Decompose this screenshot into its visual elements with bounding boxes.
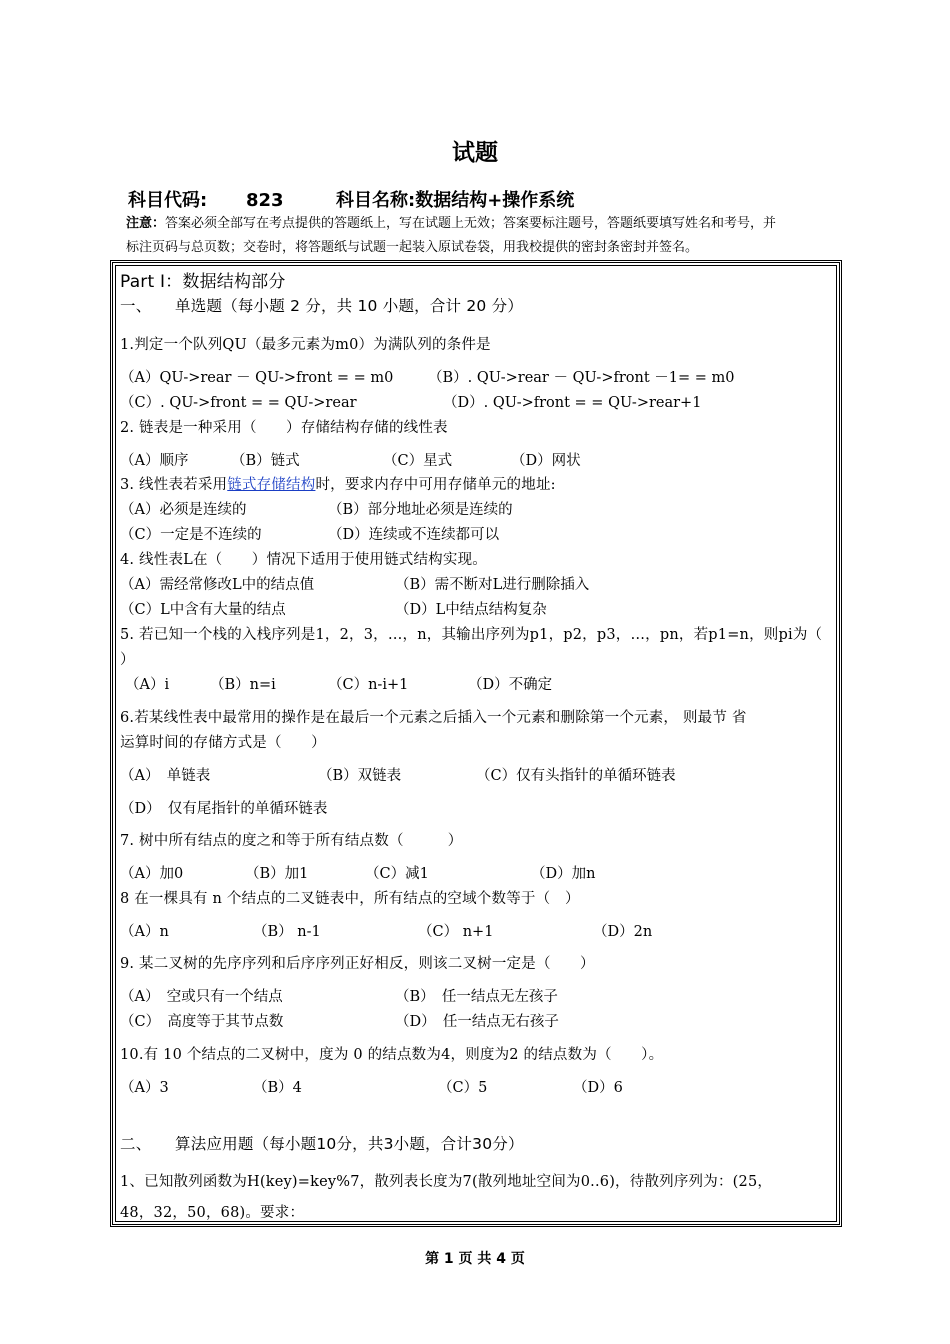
q3-option-a: （A）必须是连续的 <box>120 502 247 518</box>
page-title: 试题 <box>452 140 498 166</box>
q6-option-d: （D） 仅有尾指针的单循环链表 <box>120 801 328 817</box>
q4-option-a: （A）需经常修改L中的结点值 <box>120 577 315 593</box>
q6-stem-1: 6.若某线性表中最常用的操作是在最后一个元素之后插入一个元素和删除第一个元素， 则最节 省 <box>120 710 747 726</box>
question-frame <box>110 260 842 1227</box>
subject-line <box>128 186 574 212</box>
q2-option-b: （B）链式 <box>231 453 300 469</box>
q4-option-b: （B）需不断对L进行删除插入 <box>395 577 590 593</box>
q4-option-c: （C）L中含有大量的结点 <box>120 602 286 618</box>
subject-name: 科目名称:数据结构+操作系统 <box>336 190 575 211</box>
exam-notice <box>126 212 832 260</box>
q9-option-a: （A） 空或只有一个结点 <box>120 989 283 1005</box>
q1-option-a: （A）QU->rear － QU->front = = m0 <box>120 370 394 386</box>
q7-option-d: （D）加n <box>531 866 596 882</box>
subject-code-label: 科目代码: <box>128 190 208 211</box>
q8-option-a: （A）n <box>120 924 169 940</box>
notice-text-1: 答案必须全部写在考点提供的答题纸上，写在试题上无效；答案要标注题号，答题纸要填写姓名和考号，并 <box>165 216 777 231</box>
q1-option-d: （D）. QU->front = = QU->rear+1 <box>443 395 702 411</box>
q8-option-d: （D）2n <box>593 924 653 940</box>
q10-option-d: （D）6 <box>573 1080 623 1096</box>
q10-option-b: （B）4 <box>253 1080 302 1096</box>
q6-stem-2: 运算时间的存储方式是（ ） <box>120 735 326 751</box>
q5-option-a: （A）i <box>125 677 170 693</box>
q7-option-c: （C）减1 <box>365 866 429 882</box>
q4-stem: 4. 线性表L在（ ）情况下适用于使用链式结构实现。 <box>120 552 487 568</box>
q1-option-b: （B）. QU->rear － QU->front －1= = m0 <box>428 370 735 386</box>
q4-option-d: （D）L中结点结构复杂 <box>395 602 547 618</box>
q5-option-b: （B）n=i <box>210 677 276 693</box>
page-footer: 第 1 页 共 4 页 <box>425 1251 525 1267</box>
q3-option-b: （B）部分地址必须是连续的 <box>328 502 513 518</box>
q3-option-c: （C）一定是不连续的 <box>120 527 262 543</box>
section-2-heading: 二、 算法应用题（每小题10分，共3小题，合计30分） <box>120 1135 524 1153</box>
q2-option-a: （A）顺序 <box>120 453 189 469</box>
s2-q1-line-1: 1、已知散列函数为H(key)=key%7，散列表长度为7(散列地址空间为0..6)，待散列序列为：(25， <box>120 1174 773 1190</box>
q7-option-a: （A）加0 <box>120 866 184 882</box>
q2-option-d: （D）网状 <box>511 453 581 469</box>
q3-option-d: （D）连续或不连续都可以 <box>328 527 500 543</box>
q10-stem: 10.有 10 个结点的二叉树中，度为 0 的结点数为4，则度为2 的结点数为（ ）。 <box>120 1047 664 1063</box>
q7-option-b: （B）加1 <box>245 866 309 882</box>
q3-link[interactable]: 链式存储结构 <box>227 477 316 493</box>
subject-code: 823 <box>246 190 284 211</box>
q8-option-c: （C） n+1 <box>418 924 494 940</box>
q9-option-c: （C） 高度等于其节点数 <box>120 1014 284 1030</box>
q3-stem-post: 时，要求内存中可用存储单元的地址: <box>315 477 556 493</box>
q5-option-c: （C）n-i+1 <box>328 677 409 693</box>
q8-stem: 8 在一棵具有 n 个结点的二叉链表中，所有结点的空域个数等于（ ） <box>120 891 580 907</box>
q2-option-c: （C）星式 <box>383 453 453 469</box>
q5-stem-1: 5. 若已知一个栈的入栈序列是1，2，3，…，n，其输出序列为p1，p2，p3，…，pn，若p1=n，则pi为（ <box>120 627 823 643</box>
section-1-heading: 一、 单选题（每小题 2 分，共 10 小题，合计 20 分） <box>120 297 524 315</box>
q6-option-b: （B）双链表 <box>318 768 402 784</box>
q9-option-d: （D） 任一结点无右孩子 <box>395 1014 559 1030</box>
q3-stem <box>120 473 556 494</box>
s2-q1-line-2: 48，32，50，68)。要求： <box>120 1205 305 1221</box>
q7-stem: 7. 树中所有结点的度之和等于所有结点数（ ） <box>120 833 463 849</box>
q5-stem-2: ） <box>120 652 135 668</box>
q6-option-c: （C）仅有头指针的单循环链表 <box>476 768 676 784</box>
q9-option-b: （B） 任一结点无左孩子 <box>395 989 558 1005</box>
q3-stem-pre: 3. 线性表若采用 <box>120 477 228 493</box>
q1-option-c: （C）. QU->front = = QU->rear <box>120 395 357 411</box>
q8-option-b: （B） n-1 <box>253 924 321 940</box>
q9-stem: 9. 某二叉树的先序序列和后序序列正好相反，则该二叉树一定是（ ） <box>120 956 595 972</box>
part-heading: Part Ⅰ：数据结构部分 <box>120 272 286 292</box>
q10-option-c: （C）5 <box>438 1080 488 1096</box>
q2-stem: 2. 链表是一种采用（ ）存储结构存储的线性表 <box>120 420 448 436</box>
notice-text-2: 标注页码与总页数；交卷时，将答题纸与试题一起装入原试卷袋，用我校提供的密封条密封并签名。 <box>126 240 699 255</box>
q5-option-d: （D）不确定 <box>468 677 553 693</box>
q6-option-a: （A） 单链表 <box>120 768 211 784</box>
notice-label: 注意： <box>126 216 166 231</box>
q10-option-a: （A）3 <box>120 1080 169 1096</box>
q1-stem: 1.判定一个队列QU（最多元素为m0）为满队列的条件是 <box>120 337 491 353</box>
